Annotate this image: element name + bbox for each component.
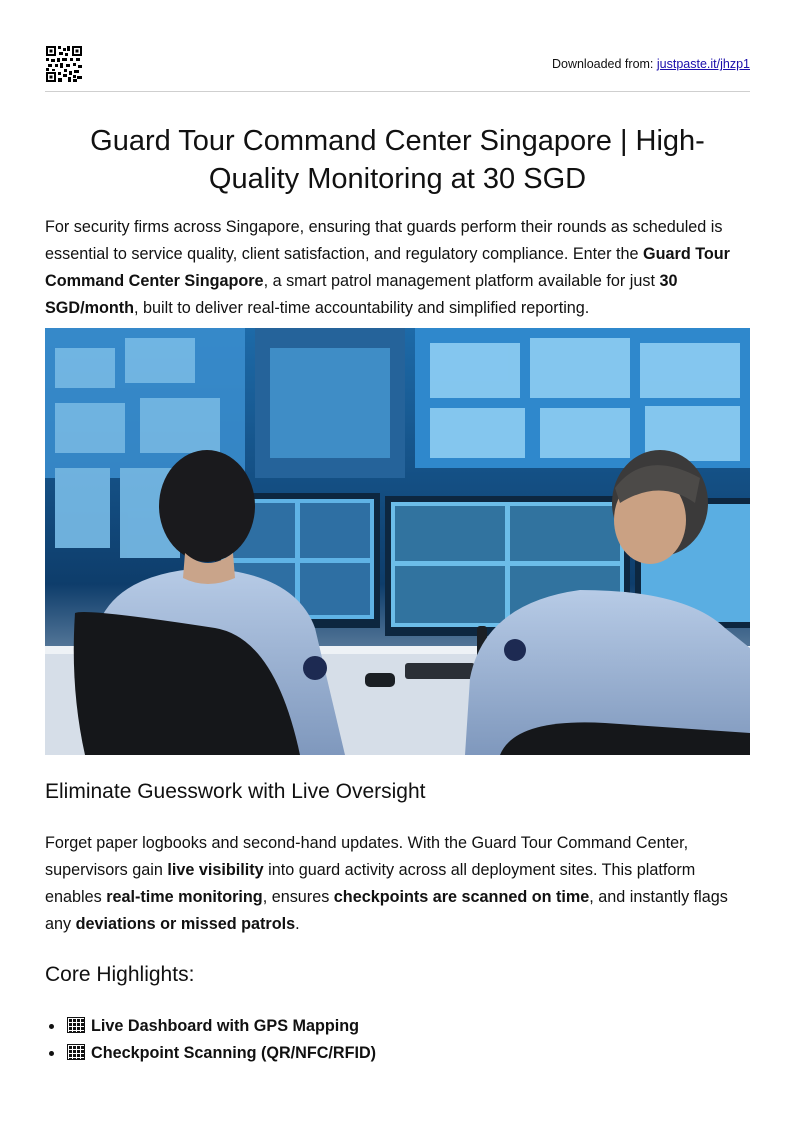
qr-code-icon <box>46 46 82 82</box>
section-heading-highlights: Core Highlights: <box>45 963 195 986</box>
intro-text-1: For security firms across Singapore, ensuring that guards perform their rounds as scheduled is essential to service quality, client satisfaction, and regulatory compliance. Enter the <box>45 218 723 263</box>
oversight-text-3: , ensures <box>262 888 334 906</box>
oversight-text-2: into guard activity across all deployment sites. This platform enables <box>45 861 696 906</box>
highlight-label: Checkpoint Scanning (QR/NFC/RFID) <box>91 1044 377 1062</box>
source-link[interactable]: justpaste.it/jhzp1 <box>656 57 750 71</box>
download-label: Downloaded from: <box>551 57 657 71</box>
intro-bold-price: 30 SGD/month <box>45 272 678 317</box>
oversight-text-5: . <box>295 915 300 933</box>
intro-paragraph <box>45 214 753 322</box>
intro-bold-product: Guard Tour Command Center Singapore <box>45 245 730 290</box>
oversight-paragraph <box>45 830 750 938</box>
oversight-bold-4: deviations or missed patrols <box>75 915 296 933</box>
section-heading-oversight: Eliminate Guesswork with Live Oversight <box>45 780 426 803</box>
header-divider <box>45 91 750 92</box>
page-title: Guard Tour Command Center Singapore | High-Quality Monitoring at 30 SGD <box>90 125 705 195</box>
oversight-bold-2: real-time monitoring <box>106 888 263 906</box>
hero-image <box>45 328 750 755</box>
grid-block-icon <box>67 1017 85 1033</box>
grid-block-icon <box>67 1044 85 1060</box>
download-source <box>552 57 750 71</box>
control-room-illustration <box>45 328 750 755</box>
intro-text-2: , a smart patrol management platform available for just <box>263 272 660 290</box>
list-item <box>65 1040 376 1067</box>
highlights-list <box>45 1013 376 1067</box>
oversight-bold-1: live visibility <box>167 861 264 879</box>
list-item <box>65 1013 376 1040</box>
oversight-text-4: , and instantly flags any <box>45 888 728 933</box>
highlight-label: Live Dashboard with GPS Mapping <box>91 1017 360 1035</box>
oversight-text-1: Forget paper logbooks and second-hand updates. With the Guard Tour Command Center, supervisors gain <box>45 834 689 879</box>
oversight-bold-3: checkpoints are scanned on time <box>333 888 590 906</box>
intro-text-3: , built to deliver real-time accountability and simplified reporting. <box>134 299 590 317</box>
